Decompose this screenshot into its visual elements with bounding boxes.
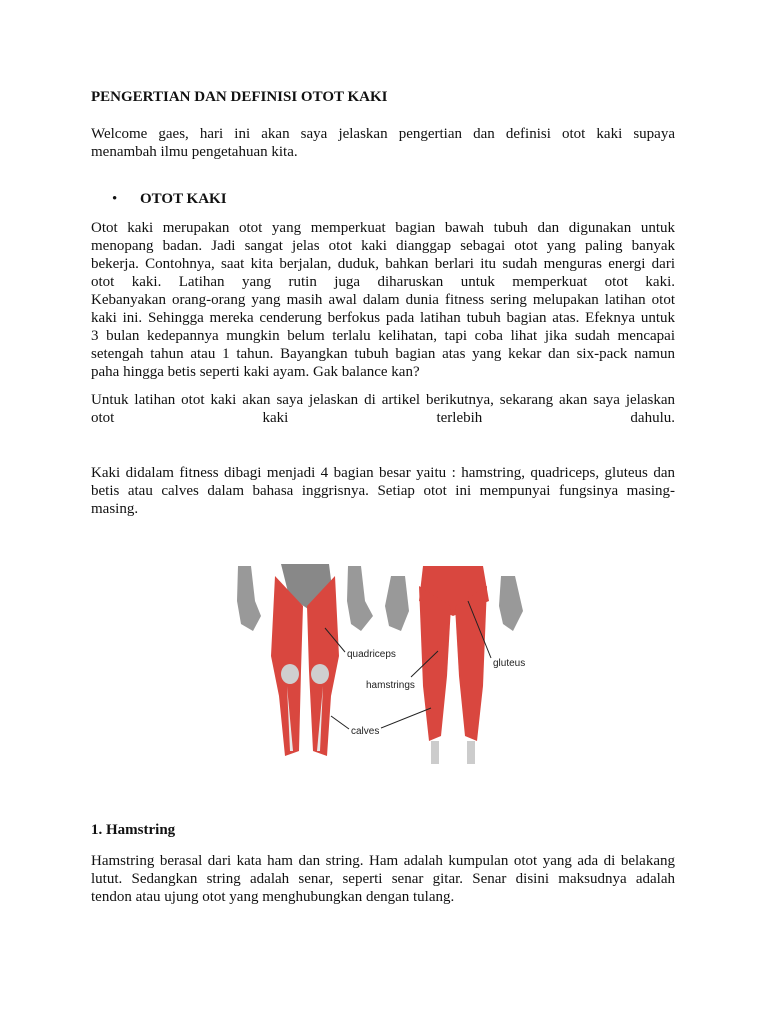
paragraph-latihan <box>91 391 675 427</box>
text-line: 3 bulan kedepannya mungkin belum terlalu kelihatan, tapi coba lihat jika sudah mencapai <box>91 328 675 344</box>
label-hamstrings: hamstrings <box>366 680 415 691</box>
text-line: Untuk latihan otot kaki akan saya jelaskan di artikel berikutnya, sekarang akan saya jelaskan <box>91 392 675 408</box>
text-line: betis atau calves dalam bahasa inggrisnya. Setiap otot ini mempunyai fungsinya masing- <box>91 483 675 499</box>
text-line: otot kaki. Latihan yang rutin juga diharuskan untuk memperkuat otot kaki. <box>91 274 675 290</box>
label-calves: calves <box>351 726 380 737</box>
paragraph-hamstring <box>91 852 675 906</box>
text-line: Welcome gaes, hari ini akan saya jelaskan pengertian dan definisi otot kaki supaya <box>91 126 675 142</box>
text-line: lutut. Sedangkan string adalah senar, seperti senar gitar. Senar disini maksudnya adalah <box>91 871 675 887</box>
intro-paragraph <box>91 125 675 161</box>
section-heading-hamstring: 1. Hamstring <box>91 822 176 838</box>
text-line: Otot kaki merupakan otot yang memperkuat bagian bawah tubuh dan digunakan untuk <box>91 220 675 236</box>
text-line: menopang badan. Jadi sangat jelas otot kaki dianggap sebagai otot yang paling banyak <box>91 238 675 254</box>
paragraph-bagian-kaki <box>91 464 675 518</box>
text-line: paha hingga betis seperti kaki ayam. Gak balance kan? <box>91 364 420 380</box>
text-line: Kaki didalam fitness dibagi menjadi 4 bagian besar yaitu : hamstring, quadriceps, gluteus dan <box>91 465 675 481</box>
text-line: setengah tahun atau 1 tahun. Bayangkan tubuh bagian atas yang kekar dan six-pack namun <box>91 346 675 362</box>
text-line: kaki ini. Sehingga mereka cenderung berfokus pada latihan tubuh bagian atas. Efeknya untuk <box>91 310 675 326</box>
leg-muscles-figure <box>233 556 531 766</box>
text-line: Kebanyakan orang-orang yang masih awal dalam dunia fitness sering melupakan latihan otot <box>91 292 675 308</box>
page-title: PENGERTIAN DAN DEFINISI OTOT KAKI <box>91 89 388 105</box>
bullet-label: OTOT KAKI <box>140 191 227 207</box>
paragraph-otot-kaki <box>91 219 675 381</box>
label-quadriceps: quadriceps <box>347 649 396 660</box>
bullet-icon: • <box>112 191 118 207</box>
text-line: tendon atau ujung otot yang menghubungkan dengan tulang. <box>91 889 455 905</box>
text-line: Hamstring berasal dari kata ham dan string. Ham adalah kumpulan otot yang ada di belakang <box>91 853 675 869</box>
text-line: bekerja. Contohnya, saat kita berjalan, duduk, bahkan berlari itu sudah menguras energi dari <box>91 256 675 272</box>
text-line: menambah ilmu pengetahuan kita. <box>91 144 298 160</box>
label-gluteus: gluteus <box>493 658 526 669</box>
text-line: masing. <box>91 501 139 517</box>
text-line: otot kaki terlebih dahulu. <box>91 410 675 426</box>
